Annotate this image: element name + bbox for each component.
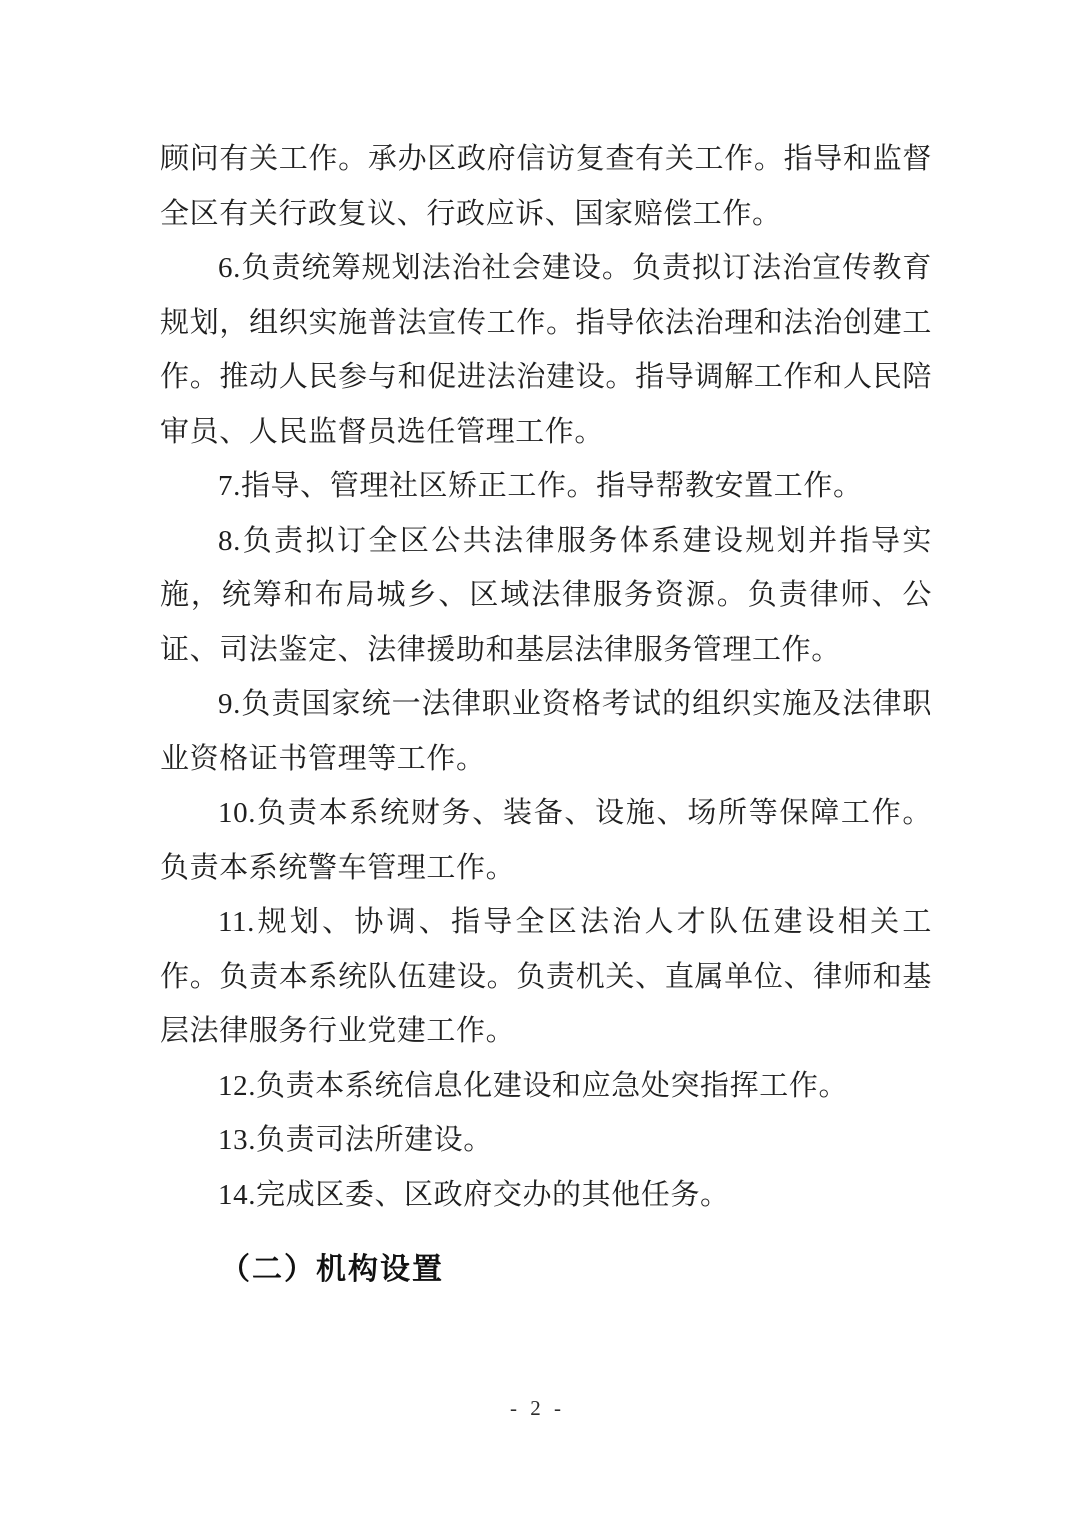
paragraph: 6.负责统筹规划法治社会建设。负责拟订法治宣传教育规划，组织实施普法宣传工作。指导依法治理和法治创建工作。推动人民参与和促进法治建设。指导调解工作和人民陪审员、人民监督员选任管理工作。 xyxy=(160,252,932,448)
paragraph: 8.负责拟订全区公共法律服务体系建设规划并指导实施，统筹和布局城乡、区域法律服务资源。负责律师、公证、司法鉴定、法律援助和基层法律服务管理工作。 xyxy=(160,524,932,666)
page-number: - 2 - xyxy=(510,1396,565,1420)
paragraph: 9.负责国家统一法律职业资格考试的组织实施及法律职业资格证书管理等工作。 xyxy=(160,688,932,775)
paragraph: 14.完成区委、区政府交办的其他任务。 xyxy=(218,1178,730,1211)
paragraph: 11.规划、协调、指导全区法治人才队伍建设相关工作。负责本系统队伍建设。负责机关、直属单位、律师和基层法律服务行业党建工作。 xyxy=(160,906,932,1047)
paragraph: 顾问有关工作。承办区政府信访复查有关工作。指导和监督全区有关行政复议、行政应诉、国家赔偿工作。 xyxy=(160,143,932,230)
section-heading: （二）机构设置 xyxy=(220,1253,444,1286)
paragraph: 10.负责本系统财务、装备、设施、场所等保障工作。负责本系统警车管理工作。 xyxy=(160,797,932,884)
document-body xyxy=(160,132,932,1298)
paragraph: 13.负责司法所建设。 xyxy=(218,1124,493,1156)
paragraph: 7.指导、管理社区矫正工作。指导帮教安置工作。 xyxy=(218,470,863,502)
paragraph: 12.负责本系统信息化建设和应急处突指挥工作。 xyxy=(218,1069,849,1102)
